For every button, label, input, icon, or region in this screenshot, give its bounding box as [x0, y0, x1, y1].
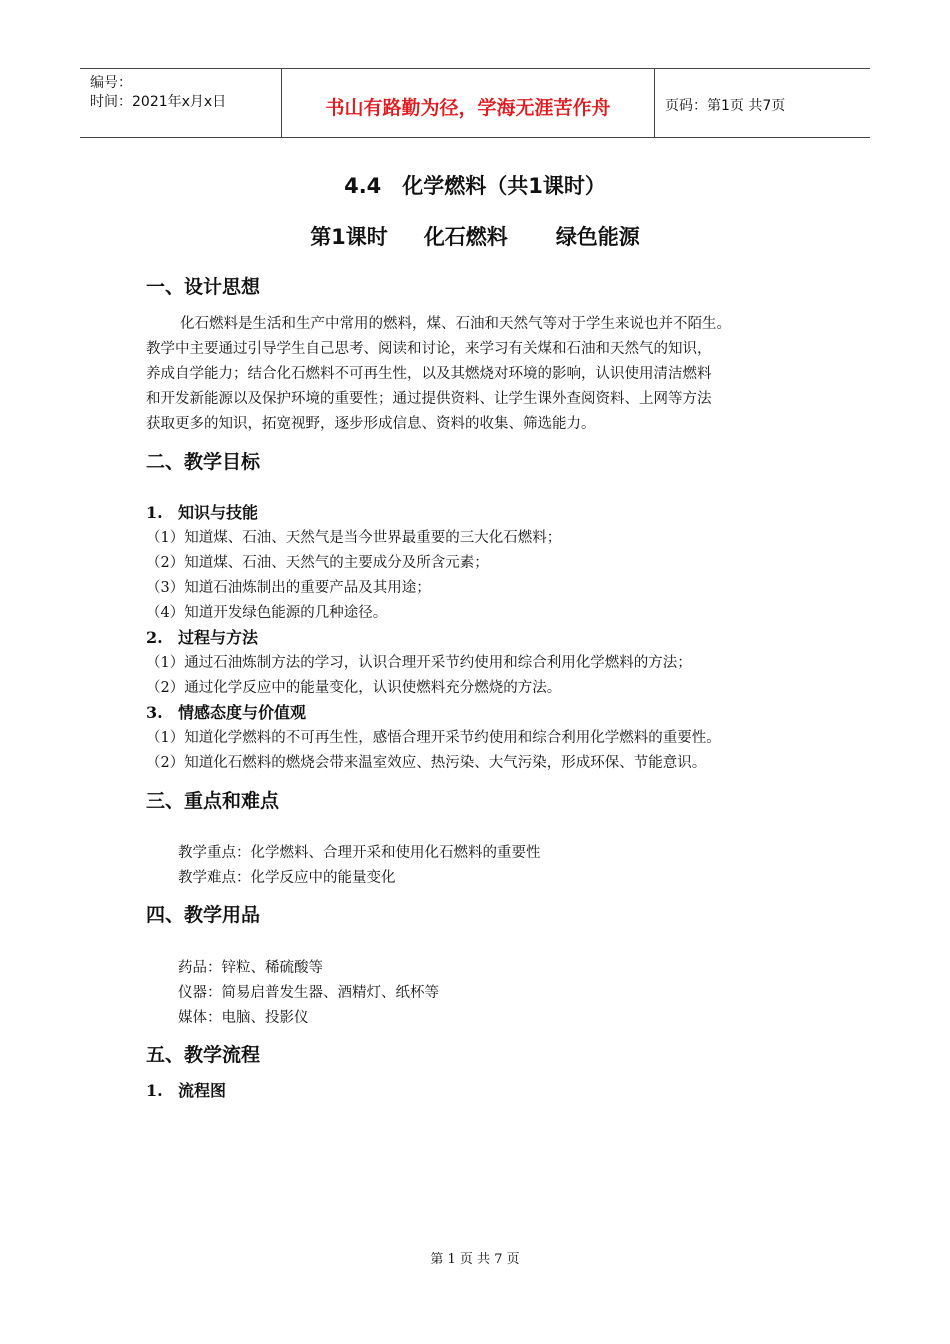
doc-number-label: 编号：: [90, 75, 132, 91]
list-item: （2）知道煤、石油、天然气的主要成分及所含元素；: [146, 555, 489, 571]
subtitle-topic-1: 化石燃料: [423, 225, 508, 249]
paragraph-line: 教学中主要通过引导学生自己思考、阅读和讨论，来学习有关煤和石油和天然气的知识，: [146, 341, 712, 357]
list-item: （1）知道煤、石油、天然气是当今世界最重要的三大化石燃料；: [146, 530, 562, 546]
subheading-process: 2. 过程与方法: [146, 628, 259, 647]
subtitle-lesson: 第1课时: [310, 225, 388, 249]
paragraph-line: 和开发新能源以及保护环境的重要性；通过提供资料、让学生课外查阅资料、上网等方法: [146, 391, 712, 407]
document-title: 4.4 化学燃料（共1课时）: [344, 174, 606, 198]
paragraph-line: 养成自学能力；结合化石燃料不可再生性，以及其燃烧对环境的影响，认识使用清洁燃料: [146, 366, 712, 382]
list-item: （4）知道开发绿色能源的几种途径。: [146, 605, 388, 621]
section-heading-design: 一、设计思想: [146, 276, 261, 298]
page-footer: 第 1 页 共 7 页: [430, 1252, 520, 1267]
paragraph-line: 教学难点：化学反应中的能量变化: [178, 870, 396, 886]
subheading-knowledge: 1. 知识与技能: [146, 503, 259, 522]
header-table: [80, 68, 870, 138]
paragraph-line: 获取更多的知识，拓宽视野，逐步形成信息、资料的收集、筛选能力。: [146, 416, 596, 432]
subheading-attitude: 3. 情感态度与价值观: [146, 703, 307, 722]
list-item: （2）通过化学反应中的能量变化，认识使燃料充分燃烧的方法。: [146, 680, 562, 696]
section-heading-materials: 四、教学用品: [146, 904, 261, 926]
header-middle-cell: [282, 69, 655, 137]
document-subtitle: [0, 221, 950, 251]
header-page-label: 页码：第1页 共7页: [665, 98, 786, 114]
section-heading-goals: 二、教学目标: [146, 451, 261, 473]
list-item: （2）知道化石燃料的燃烧会带来温室效应、热污染、大气污染，形成环保、节能意识。: [146, 755, 707, 771]
list-item: （1）通过石油炼制方法的学习，认识合理开采节约使用和综合利用化学燃料的方法；: [146, 655, 692, 671]
header-right-cell: [655, 69, 870, 137]
subtitle-topic-2: 绿色能源: [555, 225, 640, 249]
section-heading-flow: 五、教学流程: [146, 1044, 261, 1066]
paragraph-line: 教学重点：化学燃料、合理开采和使用化石燃料的重要性: [178, 845, 541, 861]
paragraph-line: 化石燃料是生活和生产中常用的燃料，煤、石油和天然气等对于学生来说也并不陌生。: [180, 316, 731, 332]
subheading-flowchart: 1. 流程图: [146, 1081, 227, 1100]
paragraph-line: 媒体：电脑、投影仪: [178, 1010, 309, 1026]
header-left-cell: [80, 69, 282, 137]
paragraph-line: 药品：锌粒、稀硫酸等: [178, 960, 323, 976]
section-heading-keypoints: 三、重点和难点: [146, 790, 280, 812]
header-motto: 书山有路勤为径，学海无涯苦作舟: [325, 97, 611, 119]
doc-time-label: 时间：2021年x月x日: [90, 94, 227, 110]
paragraph-line: 仪器：简易启普发生器、酒精灯、纸杯等: [178, 985, 439, 1001]
list-item: （3）知道石油炼制出的重要产品及其用途；: [146, 580, 431, 596]
list-item: （1）知道化学燃料的不可再生性，感悟合理开采节约使用和综合利用化学燃料的重要性。: [146, 730, 721, 746]
